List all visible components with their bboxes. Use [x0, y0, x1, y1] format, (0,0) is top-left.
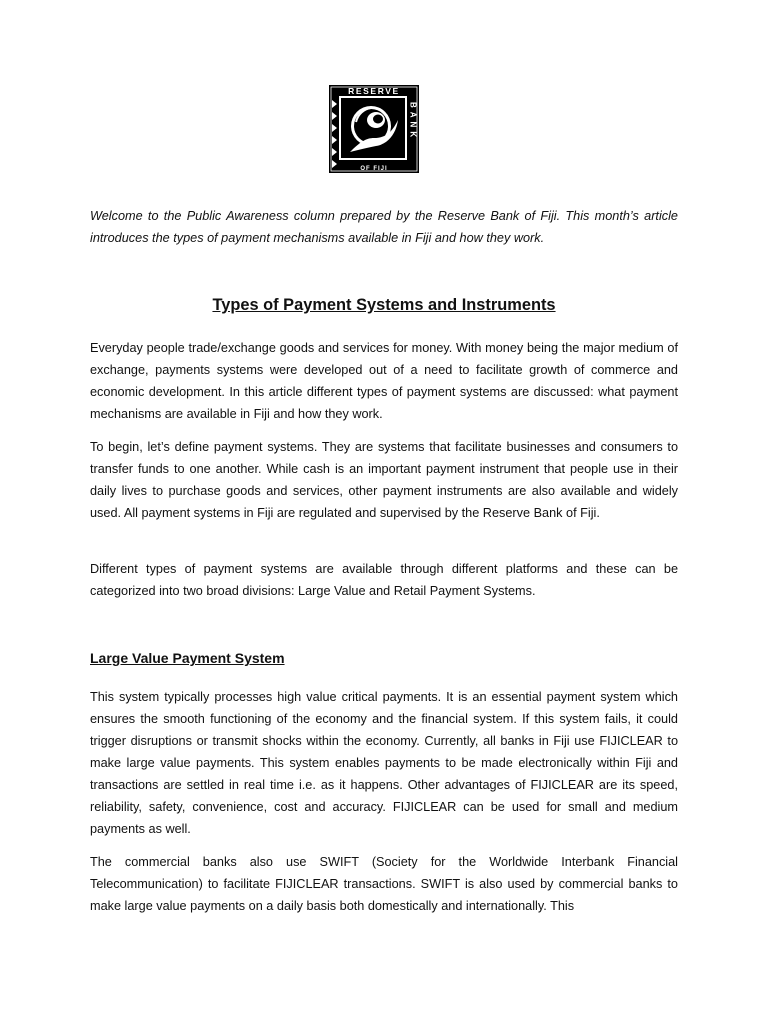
paragraph-4: This system typically processes high value critical payments. It is an essential payment system which ensures the smooth functioning of the economy and the financial system. If this system fails, it could trigger disruptions or transmit shocks within the economy. Currently, all banks in Fiji use FIJICLEAR to make large value payments. This system enables payments to be made electronically within Fiji and transactions are settled in real time i.e. as it happens. Other advantages of FIJICLEAR are its speed, reliability, safety, convenience, cost and accuracy. FIJICLEAR can be used for small and medium payments as well.	[90, 690, 678, 836]
logo-text-bottom: OF FIJI	[360, 166, 388, 172]
logo-text-right: BANK	[408, 102, 418, 142]
paragraph-2: To begin, let’s define payment systems. They are systems that facilitate businesses and consumers to transfer funds to one another. While cash is an important payment instrument that people use in their daily lives to purchase goods and services, other payment instruments are also available and widely used. All payment systems in Fiji are regulated and supervised by the Reserve Bank of Fiji.	[90, 440, 678, 520]
paragraph-5: The commercial banks also use SWIFT (Society for the Worldwide Interbank Financial Telecommunication) to facilitate FIJICLEAR transactions. SWIFT is also used by commercial banks to make large value payments on a daily basis both domestically and internationally. This	[90, 855, 678, 913]
paragraph-3: Different types of payment systems are available through different platforms and these can be categorized into two broad divisions: Large Value and Retail Payment Systems.	[90, 562, 678, 598]
paragraph-1: Everyday people trade/exchange goods and services for money. With money being the major medium of exchange, payments systems were developed out of a need to facilitate growth of commerce and economic development. In this article different types of payment systems are discussed: what payment mechanisms are available in Fiji and how they work.	[90, 341, 678, 421]
reserve-bank-logo	[326, 82, 422, 176]
article-title: Types of Payment Systems and Instruments	[212, 296, 556, 314]
logo-text-top: RESERVE	[348, 86, 400, 96]
section-heading-large-value: Large Value Payment System	[90, 650, 285, 666]
intro-text: Welcome to the Public Awareness column prepared by the Reserve Bank of Fiji. This month’s article introduces the types of payment mechanisms available in Fiji and how they work.	[90, 209, 678, 245]
